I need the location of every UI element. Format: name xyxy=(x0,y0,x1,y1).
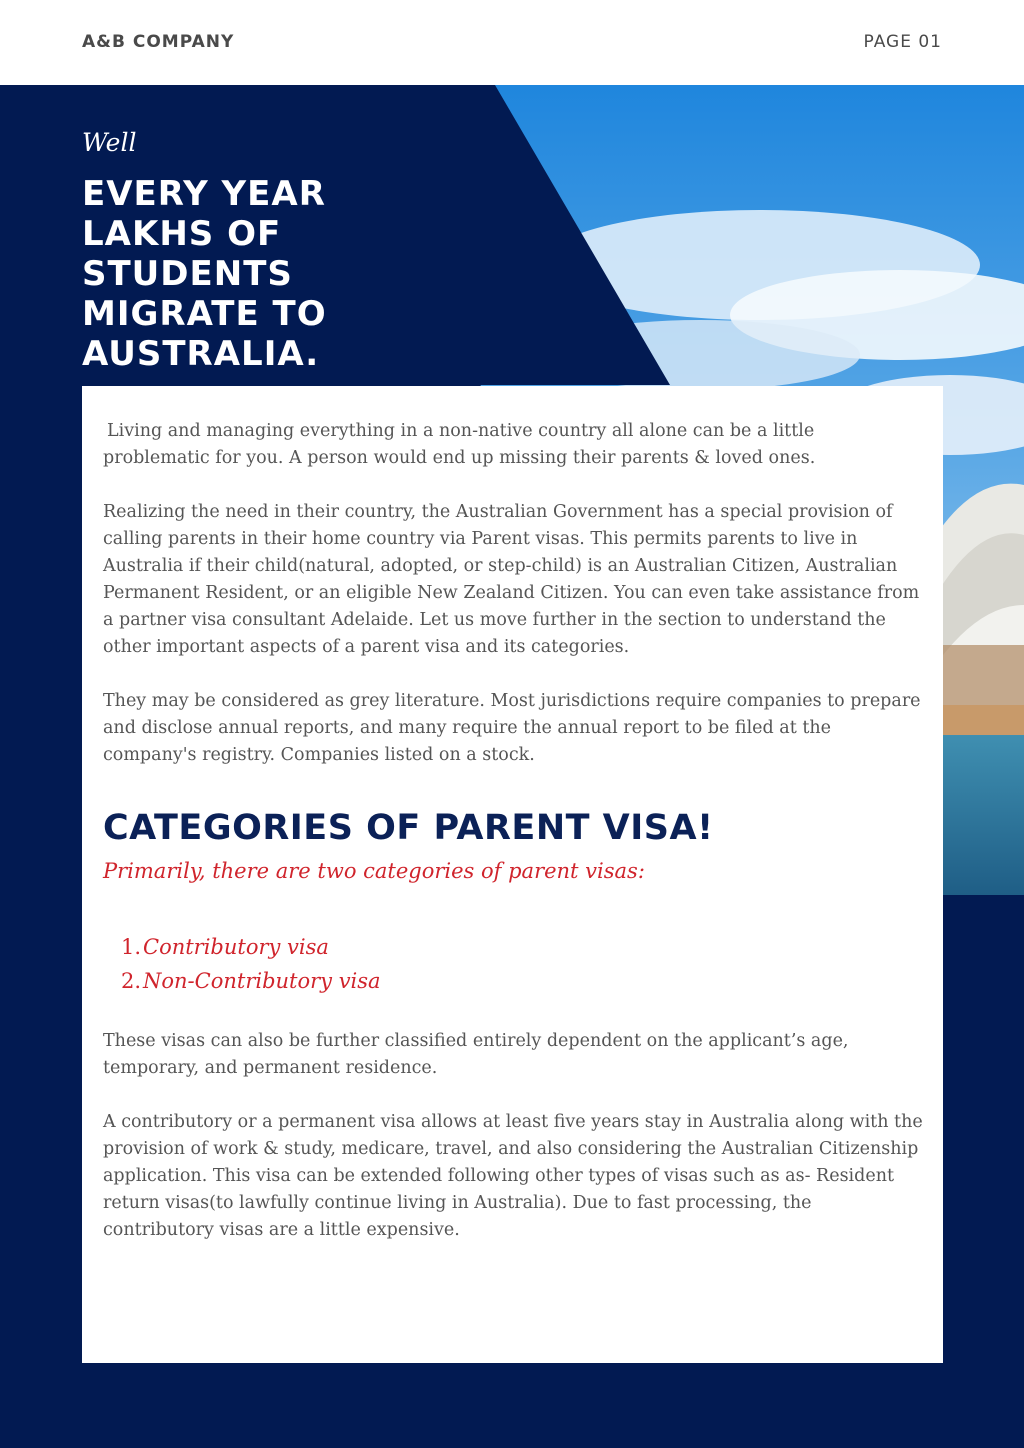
page-header xyxy=(0,0,1024,85)
article-body xyxy=(103,418,923,1271)
list-item-label: Contributory visa xyxy=(143,935,329,959)
list-item xyxy=(103,930,923,964)
page-number: PAGE 01 xyxy=(863,32,942,52)
list-item xyxy=(103,964,923,998)
parent-visa-paragraph: Realizing the need in their country, the Australian Government has a special provision of calling parents in their home country via Parent visas. This permits parents to live in Australia if their child(natural, adopted, or step-child) is an Australian Citizen, Australian Permanent Resident, or an eligible New Zealand Citizen. You can even take assistance from a partner visa consultant Adelaide. Let us move further in the section to understand the other important aspects of a parent visa and its categories. xyxy=(103,502,920,657)
section-subtitle: Primarily, there are two categories of parent visas: xyxy=(103,859,645,883)
list-item-label: Non-Contributory visa xyxy=(143,969,381,993)
section-title: CATEGORIES OF PARENT VISA! xyxy=(103,808,714,848)
intro-paragraph: Living and managing everything in a non-native country all alone can be a little problematic for you. A person would end up missing their parents & loved ones. xyxy=(103,421,816,468)
list-number: 1. xyxy=(120,935,141,959)
company-name: A&B COMPANY xyxy=(82,32,235,52)
hero-headline: EVERY YEAR LAKHS OF STUDENTS MIGRATE TO AUSTRALIA. xyxy=(82,174,327,374)
list-number: 2. xyxy=(120,969,141,993)
contributory-paragraph: A contributory or a permanent visa allows at least five years stay in Australia along with the provision of work & study, medicare, travel, and also considering the Australian Citizenship application. This visa can be extended following other types of visas such as as- Resident return visas(to lawfully continue living in Australia). Due to fast processing, the contributory visas are a little expensive. xyxy=(103,1112,923,1240)
visa-category-list xyxy=(103,930,923,998)
grey-literature-paragraph: They may be considered as grey literature. Most jurisdictions require companies to prepare and disclose annual reports, and many require the annual report to be filed at the company's registry. Companies listed on a stock. xyxy=(103,691,921,765)
content-card xyxy=(82,386,943,1363)
hero-kicker: Well xyxy=(82,128,137,157)
classification-paragraph: These visas can also be further classified entirely dependent on the applicant’s age, temporary, and permanent residence. xyxy=(103,1031,849,1078)
